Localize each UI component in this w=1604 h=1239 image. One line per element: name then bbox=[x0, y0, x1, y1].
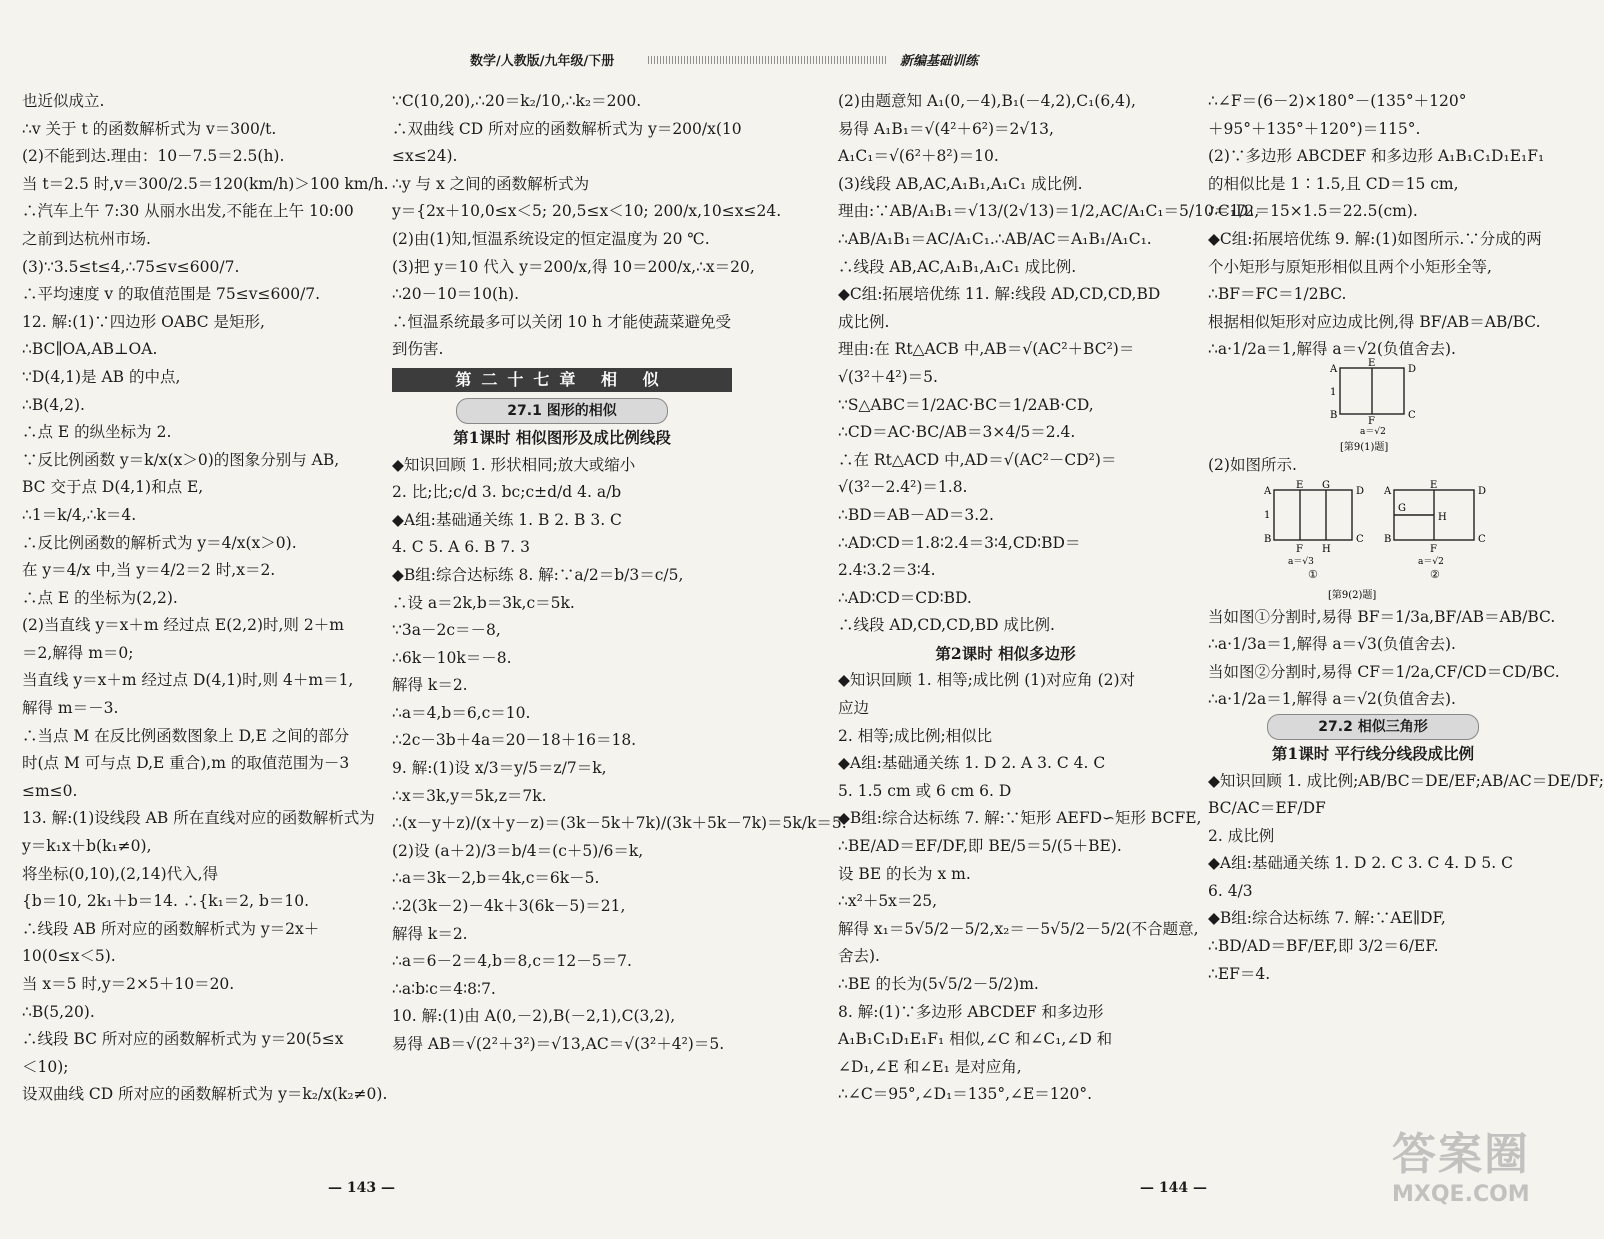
solution-line: BC/AC＝EF/DF bbox=[1208, 799, 1326, 818]
solution-line: ∴点 E 的坐标为(2,2). bbox=[22, 588, 178, 607]
page-number-left: — 143 — bbox=[328, 1180, 395, 1196]
svg-text:A: A bbox=[1264, 485, 1272, 497]
solution-line: 当直线 y＝x＋m 经过点 D(4,1)时,则 4＋m＝1, bbox=[22, 671, 354, 690]
solution-line: 设双曲线 CD 所对应的函数解析式为 y＝k₂/x(k₂≠0). bbox=[22, 1085, 388, 1104]
solution-line: ≤m≤0. bbox=[22, 781, 78, 800]
solution-line: 4. C 5. A 6. B 7. 3 bbox=[392, 538, 530, 557]
fig1-label-a: A bbox=[1330, 363, 1338, 375]
fig2-a2: a＝√2 bbox=[1418, 556, 1444, 567]
solution-line: 应边 bbox=[838, 699, 870, 718]
solution-line: ≤x≤24). bbox=[392, 147, 458, 166]
fig1-label-d: D bbox=[1408, 363, 1417, 375]
solution-line: ∴线段 BC 所对应的函数解析式为 y＝20(5≤x bbox=[22, 1030, 344, 1049]
solution-line: ∴a＝4,b＝6,c＝10. bbox=[392, 703, 531, 722]
solution-line: (2)∵多边形 ABCDEF 和多边形 A₁B₁C₁D₁E₁F₁ bbox=[1208, 147, 1545, 166]
solution-line: 解得 k＝2. bbox=[392, 924, 468, 943]
solution-line: y＝{2x＋10,0≤x＜5; 20,5≤x＜10; 200/x,10≤x≤24. bbox=[392, 202, 782, 221]
solution-line: ∴a＝3k－2,b＝4k,c＝6k－5. bbox=[392, 869, 600, 888]
header-rule bbox=[648, 56, 888, 64]
solution-line: 时(点 M 可与点 D,E 重合),m 的取值范围为－3 bbox=[22, 754, 350, 773]
solution-line: (2)如图所示. bbox=[1208, 455, 1297, 474]
solution-line: ◆知识回顾 1. 相等;成比例 (1)对应角 (2)对 bbox=[838, 671, 1136, 690]
book-brand: 新编基础训练 bbox=[900, 54, 979, 69]
lesson-title-2: 第2课时 相似多边形 bbox=[935, 643, 1076, 663]
solution-line: (3)把 y＝10 代入 y＝200/x,得 10＝200/x,∴x＝20, bbox=[392, 257, 755, 276]
solution-line: ∴BE 的长为(5√5/2－5/2)m. bbox=[838, 975, 1039, 993]
solution-line: ∴C₁D₁＝15×1.5＝22.5(cm). bbox=[1208, 202, 1418, 221]
solution-line: ∴2(3k－2)－4k＋3(6k－5)＝21, bbox=[392, 897, 626, 916]
solution-line: ∴B(4,2). bbox=[22, 395, 85, 414]
solution-line: ∴AB/A₁B₁＝AC/A₁C₁.∴AB/AC＝A₁B₁/A₁C₁. bbox=[838, 229, 1152, 248]
solution-line: 2.4∶3.2＝3∶4. bbox=[838, 561, 936, 580]
solution-line: ∴a∶b∶c＝4∶8∶7. bbox=[392, 979, 496, 998]
solution-line: ∴a＝6－2＝4,b＝8,c＝12－5＝7. bbox=[392, 952, 632, 971]
fig2-c1: ① bbox=[1308, 567, 1318, 581]
solution-line: (3)∵3.5≤t≤4,∴75≤v≤600/7. bbox=[22, 257, 240, 276]
solution-line: ＜10); bbox=[22, 1057, 69, 1076]
solution-line: ◆A组:基础通关练 1. D 2. C 3. C 4. D 5. C bbox=[1208, 854, 1513, 873]
solution-line: ∴线段 AB,AC,A₁B₁,A₁C₁ 成比例. bbox=[838, 257, 1077, 276]
solution-line: ∴BD/AD＝BF/EF,即 3/2＝6/EF. bbox=[1208, 937, 1439, 956]
solution-line: (2)由(1)知,恒温系统设定的恒定温度为 20 ℃. bbox=[392, 229, 710, 248]
solution-line: 2. 相等;成比例;相似比 bbox=[838, 726, 993, 745]
solution-line: (2)当直线 y＝x＋m 经过点 E(2,2)时,则 2＋m bbox=[22, 616, 344, 635]
solution-line: ∴EF＝4. bbox=[1208, 964, 1271, 983]
solution-line: ∴x²＋5x＝25, bbox=[838, 892, 938, 911]
solution-line: ∴a·1/3a＝1,解得 a＝√3(负值舍去). bbox=[1208, 635, 1456, 654]
solution-line: 12. 解:(1)∵四边形 OABC 是矩形, bbox=[22, 312, 265, 331]
solution-line: ∴在 Rt△ACD 中,AD＝√(AC²－CD²)＝ bbox=[838, 450, 1117, 469]
solution-line: ∴2c－3b＋4a＝20－18＋16＝18. bbox=[392, 731, 637, 750]
solution-line: ∵C(10,20),∴20＝k₂/10,∴k₂＝200. bbox=[392, 92, 642, 110]
svg-text:F: F bbox=[1296, 543, 1303, 555]
solution-line: 易得 AB＝√(2²＋3²)＝√13,AC＝√(3²＋4²)＝5. bbox=[392, 1035, 725, 1053]
svg-text:D: D bbox=[1356, 485, 1365, 497]
svg-text:H: H bbox=[1438, 511, 1447, 523]
solution-line: 10. 解:(1)由 A(0,－2),B(－2,1),C(3,2), bbox=[392, 1007, 676, 1026]
chapter-title: 第二十七章 相 似 bbox=[392, 368, 732, 392]
fig2-caption: [第9(2)题] bbox=[1328, 589, 1377, 601]
solution-line: ◆A组:基础通关练 1. B 2. B 3. C bbox=[392, 510, 622, 529]
fig1-label-bottom: a＝√2 bbox=[1360, 426, 1386, 437]
solution-line: 理由:∵AB/A₁B₁＝√13/(2√13)＝1/2,AC/A₁C₁＝5/10＝1/2, bbox=[838, 202, 1260, 221]
solution-line: (2)不能到达.理由：10－7.5＝2.5(h). bbox=[22, 147, 285, 166]
solution-line: ◆B组:综合达标练 8. 解:∵a/2＝b/3＝c/5, bbox=[392, 565, 684, 584]
solution-line: 易得 A₁B₁＝√(4²＋6²)＝2√13, bbox=[838, 119, 1054, 138]
svg-text:G: G bbox=[1322, 479, 1330, 491]
book-series: 数学/人教版/九年级/下册 bbox=[470, 54, 615, 69]
solution-line: ∴平均速度 v 的取值范围是 75≤v≤600/7. bbox=[22, 285, 321, 304]
lesson-title-1: 第1课时 相似图形及成比例线段 bbox=[453, 427, 671, 447]
solution-line: ∵D(4,1)是 AB 的中点, bbox=[22, 367, 181, 386]
solution-line: ∴CD＝AC·BC/AB＝3×4/5＝2.4. bbox=[838, 423, 1076, 442]
solution-line: A₁C₁＝√(6²＋8²)＝10. bbox=[838, 147, 999, 166]
solution-line: 也近似成立. bbox=[22, 92, 105, 110]
fig1-label-c: C bbox=[1408, 409, 1416, 421]
solution-line: ◆知识回顾 1. 形状相同;放大或缩小 bbox=[392, 455, 636, 474]
solution-line: BC 交于点 D(4,1)和点 E, bbox=[22, 478, 204, 497]
solution-line: 根据相似矩形对应边成比例,得 BF/AB＝AB/BC. bbox=[1208, 312, 1541, 331]
running-header bbox=[470, 50, 1010, 70]
solution-line: ∴线段 AB 所对应的函数解析式为 y＝2x＋ bbox=[22, 919, 320, 938]
solution-line: 成比例. bbox=[838, 312, 890, 331]
solution-line: 9. 解:(1)设 x/3＝y/5＝z/7＝k, bbox=[392, 759, 607, 778]
solution-line: 当如图①分割时,易得 BF＝1/3a,BF/AB＝AB/BC. bbox=[1208, 607, 1556, 626]
watermark-cn: 答案圈 bbox=[1392, 1129, 1530, 1180]
fig1-caption: [第9(1)题] bbox=[1340, 441, 1389, 453]
solution-line: ∴(x－y＋z)/(x＋y－z)＝(3k－5k＋7k)/(3k＋5k－7k)＝5k/k＝5. bbox=[392, 814, 847, 833]
svg-text:H: H bbox=[1322, 543, 1331, 555]
solution-line: ∴v 关于 t 的函数解析式为 v＝300/t. bbox=[22, 119, 277, 138]
column-1 bbox=[22, 88, 389, 1109]
solution-line: ∴汽车上午 7:30 从丽水出发,不能在上午 10:00 bbox=[22, 202, 354, 221]
solution-line: ∴设 a＝2k,b＝3k,c＝5k. bbox=[392, 593, 575, 612]
solution-line: ＋95°＋135°＋120°)＝115°. bbox=[1208, 119, 1421, 138]
solution-line: 在 y＝4/x 中,当 y＝4/2＝2 时,x＝2. bbox=[22, 561, 276, 580]
page-number-right: — 144 — bbox=[1140, 1180, 1207, 1196]
solution-line: ∴AD∶CD＝1.8∶2.4＝3∶4,CD∶BD＝ bbox=[838, 533, 1081, 552]
svg-text:C: C bbox=[1356, 533, 1364, 545]
section-title-27-2: 27.2 相似三角形 bbox=[1267, 714, 1479, 740]
solution-line: ∴AD∶CD＝CD∶BD. bbox=[838, 588, 972, 607]
solution-line: 的相似比是 1∶1.5,且 CD＝15 cm, bbox=[1208, 174, 1459, 193]
solution-line: (2)由题意知 A₁(0,－4),B₁(－4,2),C₁(6,4), bbox=[838, 92, 1136, 110]
svg-text:G: G bbox=[1398, 502, 1406, 514]
solution-line: ∴20－10＝10(h). bbox=[392, 285, 520, 304]
figure-9-1 bbox=[1208, 357, 1538, 453]
solution-line: 6. 4/3 bbox=[1208, 881, 1253, 900]
solution-line: 当 t＝2.5 时,v＝300/2.5＝120(km/h)＞100 km/h. bbox=[22, 174, 389, 193]
solution-line: ∴线段 AD,CD,CD,BD 成比例. bbox=[838, 616, 1055, 635]
fig2-a1: a＝√3 bbox=[1288, 556, 1314, 567]
solution-line: 解得 m＝－3. bbox=[22, 699, 119, 718]
solution-line: ∴恒温系统最多可以关闭 10 h 才能使蔬菜避免受 bbox=[392, 312, 731, 331]
solution-line: ◆A组:基础通关练 1. D 2. A 3. C 4. C bbox=[838, 754, 1106, 773]
column-2 bbox=[392, 88, 847, 1059]
solution-line: ◆B组:综合达标练 7. 解:∵矩形 AEFD∽矩形 BCFE, bbox=[838, 809, 1202, 828]
solution-line: ∴∠C＝95°,∠D₁＝135°,∠E＝120°. bbox=[838, 1085, 1093, 1104]
fig1-label-side: 1 bbox=[1330, 386, 1337, 398]
figure-9-1-drawing bbox=[1208, 357, 1538, 453]
solution-line: ∴BD＝AB－AD＝3.2. bbox=[838, 505, 994, 524]
svg-text:1: 1 bbox=[1264, 509, 1271, 521]
svg-text:F: F bbox=[1430, 543, 1437, 555]
solution-line: A₁B₁C₁D₁E₁F₁ 相似,∠C 和∠C₁,∠D 和 bbox=[838, 1030, 1113, 1049]
solution-line: 8. 解:(1)∵多边形 ABCDEF 和多边形 bbox=[838, 1002, 1104, 1021]
solution-line: ◆B组:综合达标练 7. 解:∵AE∥DF, bbox=[1208, 909, 1446, 928]
solution-line: ∴a·1/2a＝1,解得 a＝√2(负值舍去). bbox=[1208, 690, 1456, 709]
svg-text:C: C bbox=[1478, 533, 1486, 545]
solution-line: 10(0≤x＜5). bbox=[22, 947, 116, 966]
watermark-en: MXQE.COM bbox=[1392, 1182, 1530, 1207]
solution-line: ∴1＝k/4,∴k＝4. bbox=[22, 505, 137, 524]
svg-text:E: E bbox=[1430, 479, 1438, 491]
solution-line: ∴a·1/2a＝1,解得 a＝√2(负值舍去). bbox=[1208, 340, 1456, 359]
solution-line: ∠D₁,∠E 和∠E₁ 是对应角, bbox=[838, 1057, 1022, 1076]
solution-line: 当如图②分割时,易得 CF＝1/2a,CF/CD＝CD/BC. bbox=[1208, 662, 1560, 681]
solution-line: 2. 成比例 bbox=[1208, 826, 1275, 845]
watermark-logo bbox=[1392, 1118, 1592, 1228]
solution-line: ∴反比例函数的解析式为 y＝4/x(x＞0). bbox=[22, 533, 297, 552]
solution-line: (3)线段 AB,AC,A₁B₁,A₁C₁ 成比例. bbox=[838, 174, 1083, 193]
solution-line: √(3²－2.4²)＝1.8. bbox=[838, 478, 968, 497]
solution-line: ∵3a－2c＝－8, bbox=[392, 621, 501, 640]
solution-line: ∵S△ABC＝1/2AC·BC＝1/2AB·CD, bbox=[838, 395, 1094, 414]
solution-line: ∴BC∥OA,AB⊥OA. bbox=[22, 340, 158, 359]
solution-line: 2. 比;比;c/d 3. bc;c±d/d 4. a/b bbox=[392, 483, 622, 502]
solution-line: ∴BE/AD＝EF/DF,即 BE/5＝5/(5＋BE). bbox=[838, 837, 1122, 856]
solution-line: ∵反比例函数 y＝k/x(x＞0)的图象分别与 AB, bbox=[22, 450, 340, 469]
solution-line: 个小矩形与原矩形相似且两个小矩形全等, bbox=[1208, 257, 1492, 276]
figure-9-2 bbox=[1208, 480, 1538, 604]
solution-line: ∴6k－10k＝－8. bbox=[392, 648, 512, 667]
solution-line: ∴B(5,20). bbox=[22, 1002, 95, 1021]
fig1-label-f: F bbox=[1368, 415, 1375, 427]
solution-line: ◆知识回顾 1. 成比例;AB/BC＝DE/EF;AB/AC＝DE/DF; bbox=[1208, 771, 1604, 790]
solution-line: 解得 k＝2. bbox=[392, 676, 468, 695]
solution-line: ∴BF＝FC＝1/2BC. bbox=[1208, 285, 1347, 304]
figure-9-2-drawing bbox=[1208, 480, 1538, 604]
solution-line: ∴∠F＝(6－2)×180°－(135°＋120° bbox=[1208, 92, 1467, 110]
solution-line: {b＝10, 2k₁＋b＝14. ∴{k₁＝2, b＝10. bbox=[22, 892, 310, 911]
solution-line: ◆C组:拓展培优练 11. 解:线段 AD,CD,CD,BD bbox=[838, 285, 1161, 304]
solution-line: y＝k₁x＋b(k₁≠0), bbox=[22, 837, 152, 856]
fig2-c2: ② bbox=[1430, 567, 1440, 581]
svg-text:A: A bbox=[1384, 485, 1392, 497]
solution-line: 解得 x₁＝5√5/2－5/2,x₂＝－5√5/2－5/2(不合题意, bbox=[838, 919, 1199, 938]
section-title-27-1: 27.1 图形的相似 bbox=[456, 398, 668, 424]
solution-line: 到伤害. bbox=[392, 340, 444, 359]
svg-text:B: B bbox=[1384, 533, 1392, 545]
svg-text:D: D bbox=[1478, 485, 1487, 497]
solution-line: 5. 1.5 cm 或 6 cm 6. D bbox=[838, 781, 1012, 800]
solution-line: 当 x＝5 时,y＝2×5＋10＝20. bbox=[22, 975, 235, 993]
lesson-title-3: 第1课时 平行线分线段成比例 bbox=[1271, 743, 1475, 763]
solution-line: 13. 解:(1)设线段 AB 所在直线对应的函数解析式为 bbox=[22, 809, 375, 828]
fig1-label-e: E bbox=[1368, 357, 1376, 369]
fig1-label-b: B bbox=[1330, 409, 1338, 421]
solution-line: (2)设 (a＋2)/3＝b/4＝(c＋5)/6＝k, bbox=[392, 841, 644, 860]
svg-text:B: B bbox=[1264, 533, 1272, 545]
solution-line: ∴x＝3k,y＝5k,z＝7k. bbox=[392, 786, 547, 805]
solution-line: 之前到达杭州市场. bbox=[22, 229, 151, 248]
solution-line: 理由:在 Rt△ACB 中,AB＝√(AC²＋BC²)＝ bbox=[838, 340, 1135, 359]
solution-line: 设 BE 的长为 x m. bbox=[838, 864, 971, 883]
solution-line: 舍去). bbox=[838, 947, 880, 966]
solution-line: ◆C组:拓展培优练 9. 解:(1)如图所示.∵分成的两 bbox=[1208, 229, 1542, 248]
column-4 bbox=[1208, 88, 1604, 988]
svg-text:E: E bbox=[1296, 479, 1304, 491]
solution-line: ∴y 与 x 之间的函数解析式为 bbox=[392, 174, 590, 193]
solution-line: ＝2,解得 m＝0; bbox=[22, 643, 134, 662]
solution-line: ∴双曲线 CD 所对应的函数解析式为 y＝200/x(10 bbox=[392, 119, 742, 138]
solution-line: 将坐标(0,10),(2,14)代入,得 bbox=[22, 864, 219, 883]
solution-line: ∴点 E 的纵坐标为 2. bbox=[22, 423, 172, 442]
solution-line: ∴当点 M 在反比例函数图象上 D,E 之间的部分 bbox=[22, 726, 350, 745]
solution-line: √(3²＋4²)＝5. bbox=[838, 367, 938, 386]
